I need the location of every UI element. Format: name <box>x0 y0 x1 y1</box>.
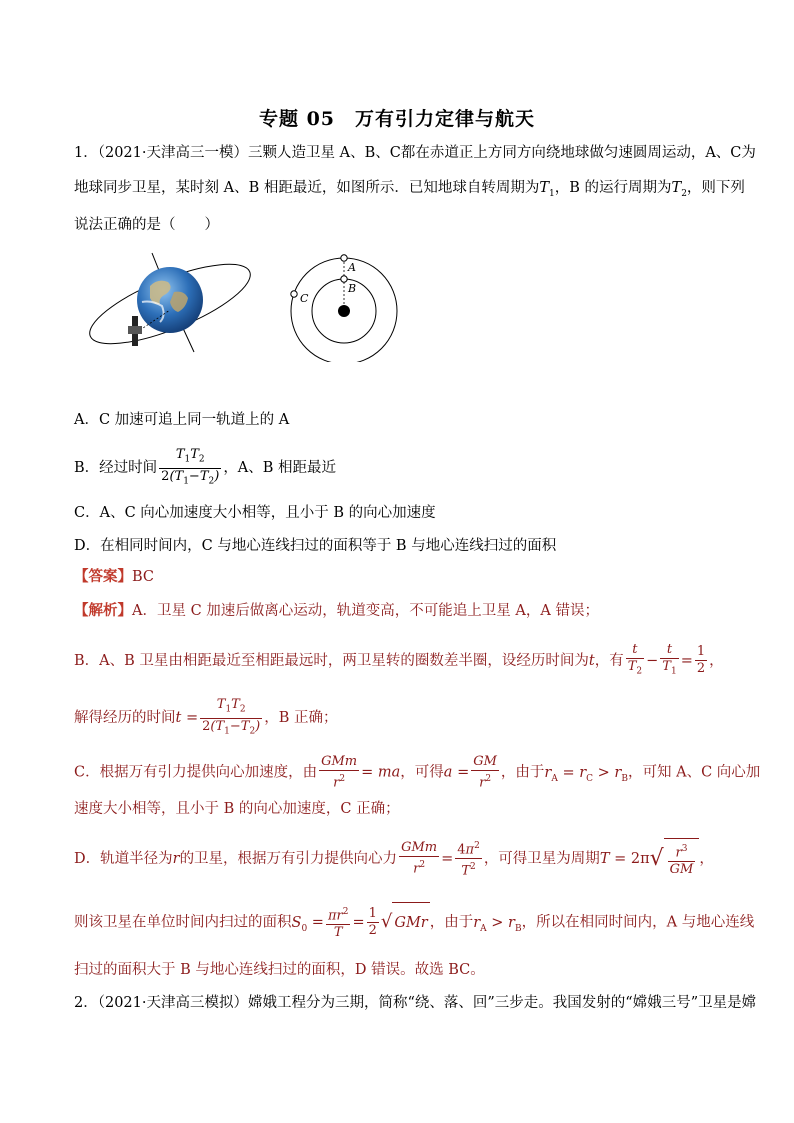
analysis-c1-mid1: ，可得 <box>400 764 444 781</box>
analysis-c1-mid2: ，由于 <box>500 764 545 781</box>
option-c: C．A、C 向心加速度大小相等，且小于 B 的向心加速度 <box>74 505 436 521</box>
answer-value: BC <box>132 569 155 585</box>
analysis-a <box>74 601 734 621</box>
analysis-b1-text: B．A、B 卫星由相距最近至相距最远时，两卫星转的圈数差半圈，设经历时间为 <box>74 652 589 669</box>
t2-symbol: $T_2$ <box>671 180 687 199</box>
option-a: A．C 加速可追上同一轨道上的 A <box>74 412 290 428</box>
q1-stem-line-1: 1．（2021·天津高三一模）三颗人造卫星 A、B、C都在赤道正上方同方向绕地球做匀速圆周运动，A、C为 <box>74 145 756 161</box>
sqrt-gmr: √ GMr <box>381 902 430 943</box>
option-b-post: ，A、B 相距最近 <box>223 460 337 477</box>
sqrt-r3-gm: √ $\frac{r^3}{GM}$ <box>650 838 700 879</box>
earth-center-dot <box>338 305 350 317</box>
frac-gm-r2: $\frac{GM}{r^2}$ <box>473 754 497 791</box>
analysis-b2-pre: 解得经历的时间 <box>74 710 176 727</box>
option-b-fraction: $\frac{T_1T_2}{2(T_1-T_2)}$ <box>161 447 220 487</box>
analysis-d-line-1: D．轨道半径为r的卫星，根据万有引力提供向心力 $\frac{\text{GMm}}{r^2}$ = $\frac{4\pi^2}{T^2}$ ，可得卫星为周期T = 2π√ $\frac{r^3}{GM}$ ， <box>74 838 734 880</box>
analysis-b-line-1: B．A、B 卫星由相距最近至相距最远时，两卫星转的圈数差半圈，设经历时间为t，有 $\frac{t}{T_2}$ − $\frac{t}{T_1}$ = $\frac{1}{2}$ ， <box>74 642 734 680</box>
q1-stem-line-3: 说法正确的是（ ） <box>74 217 219 233</box>
frac-t-over-t1: $\frac{t}{T_1}$ <box>662 642 677 677</box>
analysis-b2-post: ，B 正确； <box>264 710 338 727</box>
frac-gmm-r2-d: $\frac{\text{GMm}}{r^2}$ <box>401 840 438 877</box>
analysis-d1-mid: 的卫星，根据万有引力提供向心力 <box>179 850 398 867</box>
satellite-body <box>128 326 142 334</box>
q2-stem-line-1: 2．（2021·天津高三模拟）嫦娥工程分为三期，简称“绕、落、回”三步走。我国发射的“嫦娥三号”卫星是嫦 <box>74 995 757 1011</box>
analysis-d1-mid2: ，可得卫星为周期 <box>483 850 600 867</box>
analysis-d-line-2: 则该卫星在单位时间内扫过的面积$S_0$ = $\frac{\pi r^2}{T}$ = $\frac{1}{2}$ √ GMr ，由于$r_A > r_B$，所以在相同时间内，A 与地心连线 <box>74 902 734 948</box>
orbits-figure <box>288 250 400 362</box>
q1-stem-line-2b: ，B 的运行周期为 <box>554 180 672 196</box>
option-d: D．在相同时间内，C 与地心连线扫过的面积等于 B 与地心连线扫过的面积 <box>74 538 557 554</box>
analysis-d2-mid: ，由于 <box>429 914 474 931</box>
frac-gmm-r2: $\frac{\text{GMm}}{r^2}$ <box>321 754 358 791</box>
t1-symbol: $T_1$ <box>539 180 555 199</box>
analysis-c-line-1: C．根据万有引力提供向心加速度，由 $\frac{\text{GMm}}{r^2}$ = ma，可得a = $\frac{GM}{r^2}$ ，由于$r_A = r_C > r_B$，可知 A、C 向心加 <box>74 754 761 791</box>
analysis-c-line-2: 速度大小相等，且小于 B 的向心加速度，C 正确； <box>74 801 400 817</box>
q1-stem-line-2 <box>74 178 745 204</box>
earth-globe <box>137 267 203 333</box>
q1-stem-line-2a: 地球同步卫星，某时刻 A、B 相距最近，如图所示．已知地球自转周期为 <box>74 180 540 196</box>
frac-time-result: $\frac{T_1T_2}{2(T_1-T_2)}$ <box>202 697 261 737</box>
analysis-d1-var: r <box>172 850 180 867</box>
label-c: C <box>300 292 309 305</box>
label-b: B <box>348 282 357 295</box>
analysis-b1-post: ，有 <box>594 652 624 669</box>
label-a: A <box>348 261 356 274</box>
analysis-d-line-3: 扫过的面积大于 B 与地心连线扫过的面积，D 错误。故选 BC。 <box>74 962 485 978</box>
analysis-a-text: A．卫星 C 加速后做离心运动，轨道变高，不可能追上卫星 A，A 错误； <box>132 603 599 619</box>
frac-pi-r2-t: $\frac{\pi r^2}{T}$ <box>326 904 351 941</box>
analysis-c1-pre: C．根据万有引力提供向心加速度，由 <box>74 764 318 781</box>
frac-t-over-t2: $\frac{t}{T_2}$ <box>627 642 643 677</box>
frac-one-half: $\frac{1}{2}$ <box>696 644 706 677</box>
answer-line <box>74 567 734 587</box>
option-b-pre: B．经过时间 <box>74 460 158 477</box>
analysis-d2-pre: 则该卫星在单位时间内扫过的面积 <box>74 914 292 931</box>
satellite-a <box>341 255 347 261</box>
option-b <box>74 447 734 489</box>
frac-one-half-d: $\frac{1}{2}$ <box>368 906 377 938</box>
q1-stem-line-2c: ，则下列 <box>686 180 745 196</box>
analysis-b1-var: t <box>588 652 595 669</box>
satellite-b <box>341 276 347 282</box>
earth-orbit-figure <box>82 248 252 358</box>
frac-4pi2-t2: $\frac{4\pi^2}{T^2}$ <box>455 838 482 880</box>
satellite-c <box>291 291 297 297</box>
analysis-b-line-2: 解得经历的时间t = $\frac{T_1T_2}{2(T_1-T_2)}$ ，B 正确； <box>74 697 734 739</box>
analysis-c1-post: ，可知 A、C 向心加 <box>628 764 761 781</box>
analysis-d2-post: ，所以在相同时间内，A 与地心连线 <box>521 914 755 931</box>
analysis-label: 【解析】 <box>74 602 132 619</box>
analysis-d1-pre: D．轨道半径为 <box>74 850 173 867</box>
answer-label: 【答案】 <box>74 568 132 585</box>
page-title: 专题 05 万有引力定律与航天 <box>258 108 536 130</box>
